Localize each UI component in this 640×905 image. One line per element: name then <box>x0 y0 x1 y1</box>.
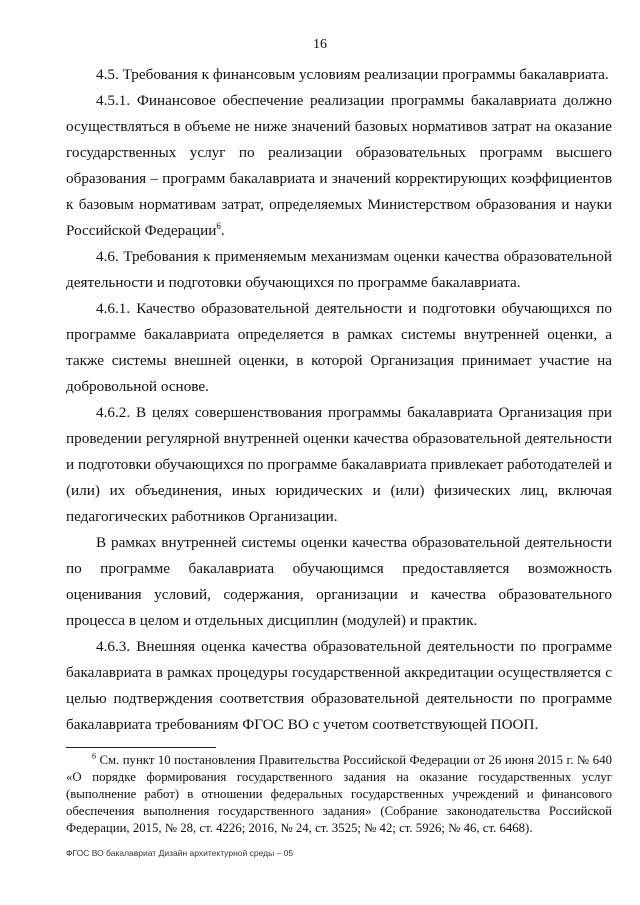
paragraph-4-6: 4.6. Требования к применяемым механизмам оценки качества образовательной деятельности и подготовки обучающихся по программе бакалавриата. <box>66 248 612 291</box>
page-number: 16 <box>313 37 327 52</box>
footnote-reference[interactable]: 6 <box>216 220 221 231</box>
footnote-separator <box>66 747 216 748</box>
footnote-6 <box>66 752 612 837</box>
paragraph-4-6-1: 4.6.1. Качество образовательной деятельности и подготовки обучающихся по программе бакалавриата определяется в рамках системы внутренней оценки, а также системы внешней оценки, в которой Организация принимает участие на добровольной основе. <box>66 300 612 395</box>
footnote-text: См. пункт 10 постановления Правительства Российской Федерации от 26 июня 2015 г. № 640 «О порядке формирования государственного задания на оказание государственных услуг (выполнение работ) в отношении федеральных государственных учреждений и финансового обеспечения выполнения государственного задания» (Собрание законодательства Российской Федерации, 2015, № 28, ст. 4226; 2016, № 24, ст. 3525; № 42; ст. 5926; № 46, ст. 6468). <box>66 753 612 835</box>
paragraph-4-5: 4.5. Требования к финансовым условиям реализации программы бакалавриата. <box>96 66 609 83</box>
paragraph-internal-assessment: В рамках внутренней системы оценки качества образовательной деятельности по программе бакалавриата обучающимся предоставляется возможность оценивания условий, содержания, организации и качества образовательного процесса в целом и отдельных дисциплин (модулей) и практик. <box>66 534 612 629</box>
paragraph-4-5-1-end: . <box>220 222 225 239</box>
footnote-marker: 6 <box>92 751 96 761</box>
paragraph-4-6-2: 4.6.2. В целях совершенствования программы бакалавриата Организация при проведении регулярной внутренней оценки качества образовательной деятельности и подготовки обучающихся по программе бакалавриата привлекает работодателей и (или) их объединения, иных юридических и (или) физических лиц, включая педагогических работников Организации. <box>66 404 612 525</box>
document-body <box>66 62 612 738</box>
paragraph-4-5-1 <box>66 88 612 244</box>
page-footer: ФГОС ВО бакалавриат Дизайн архитектурной среды – 05 <box>66 848 294 858</box>
paragraph-4-5-1-text: 4.5.1. Финансовое обеспечение реализации программы бакалавриата должно осуществляться в объеме не ниже значений базовых нормативов затрат на оказание государственных услуг по реализации образовательных программ высшего образования – программ бакалавриата и значений корректирующих коэффициентов к базовым нормативам затрат, определяемых Министерством образования и науки Российской Федерации <box>66 92 612 239</box>
paragraph-4-6-3: 4.6.3. Внешняя оценка качества образовательной деятельности по программе бакалавриата в рамках процедуры государственной аккредитации осуществляется с целью подтверждения соответствия образовательной деятельности по программе бакалавриата требованиям ФГОС ВО с учетом соответствующей ПООП. <box>66 638 612 733</box>
